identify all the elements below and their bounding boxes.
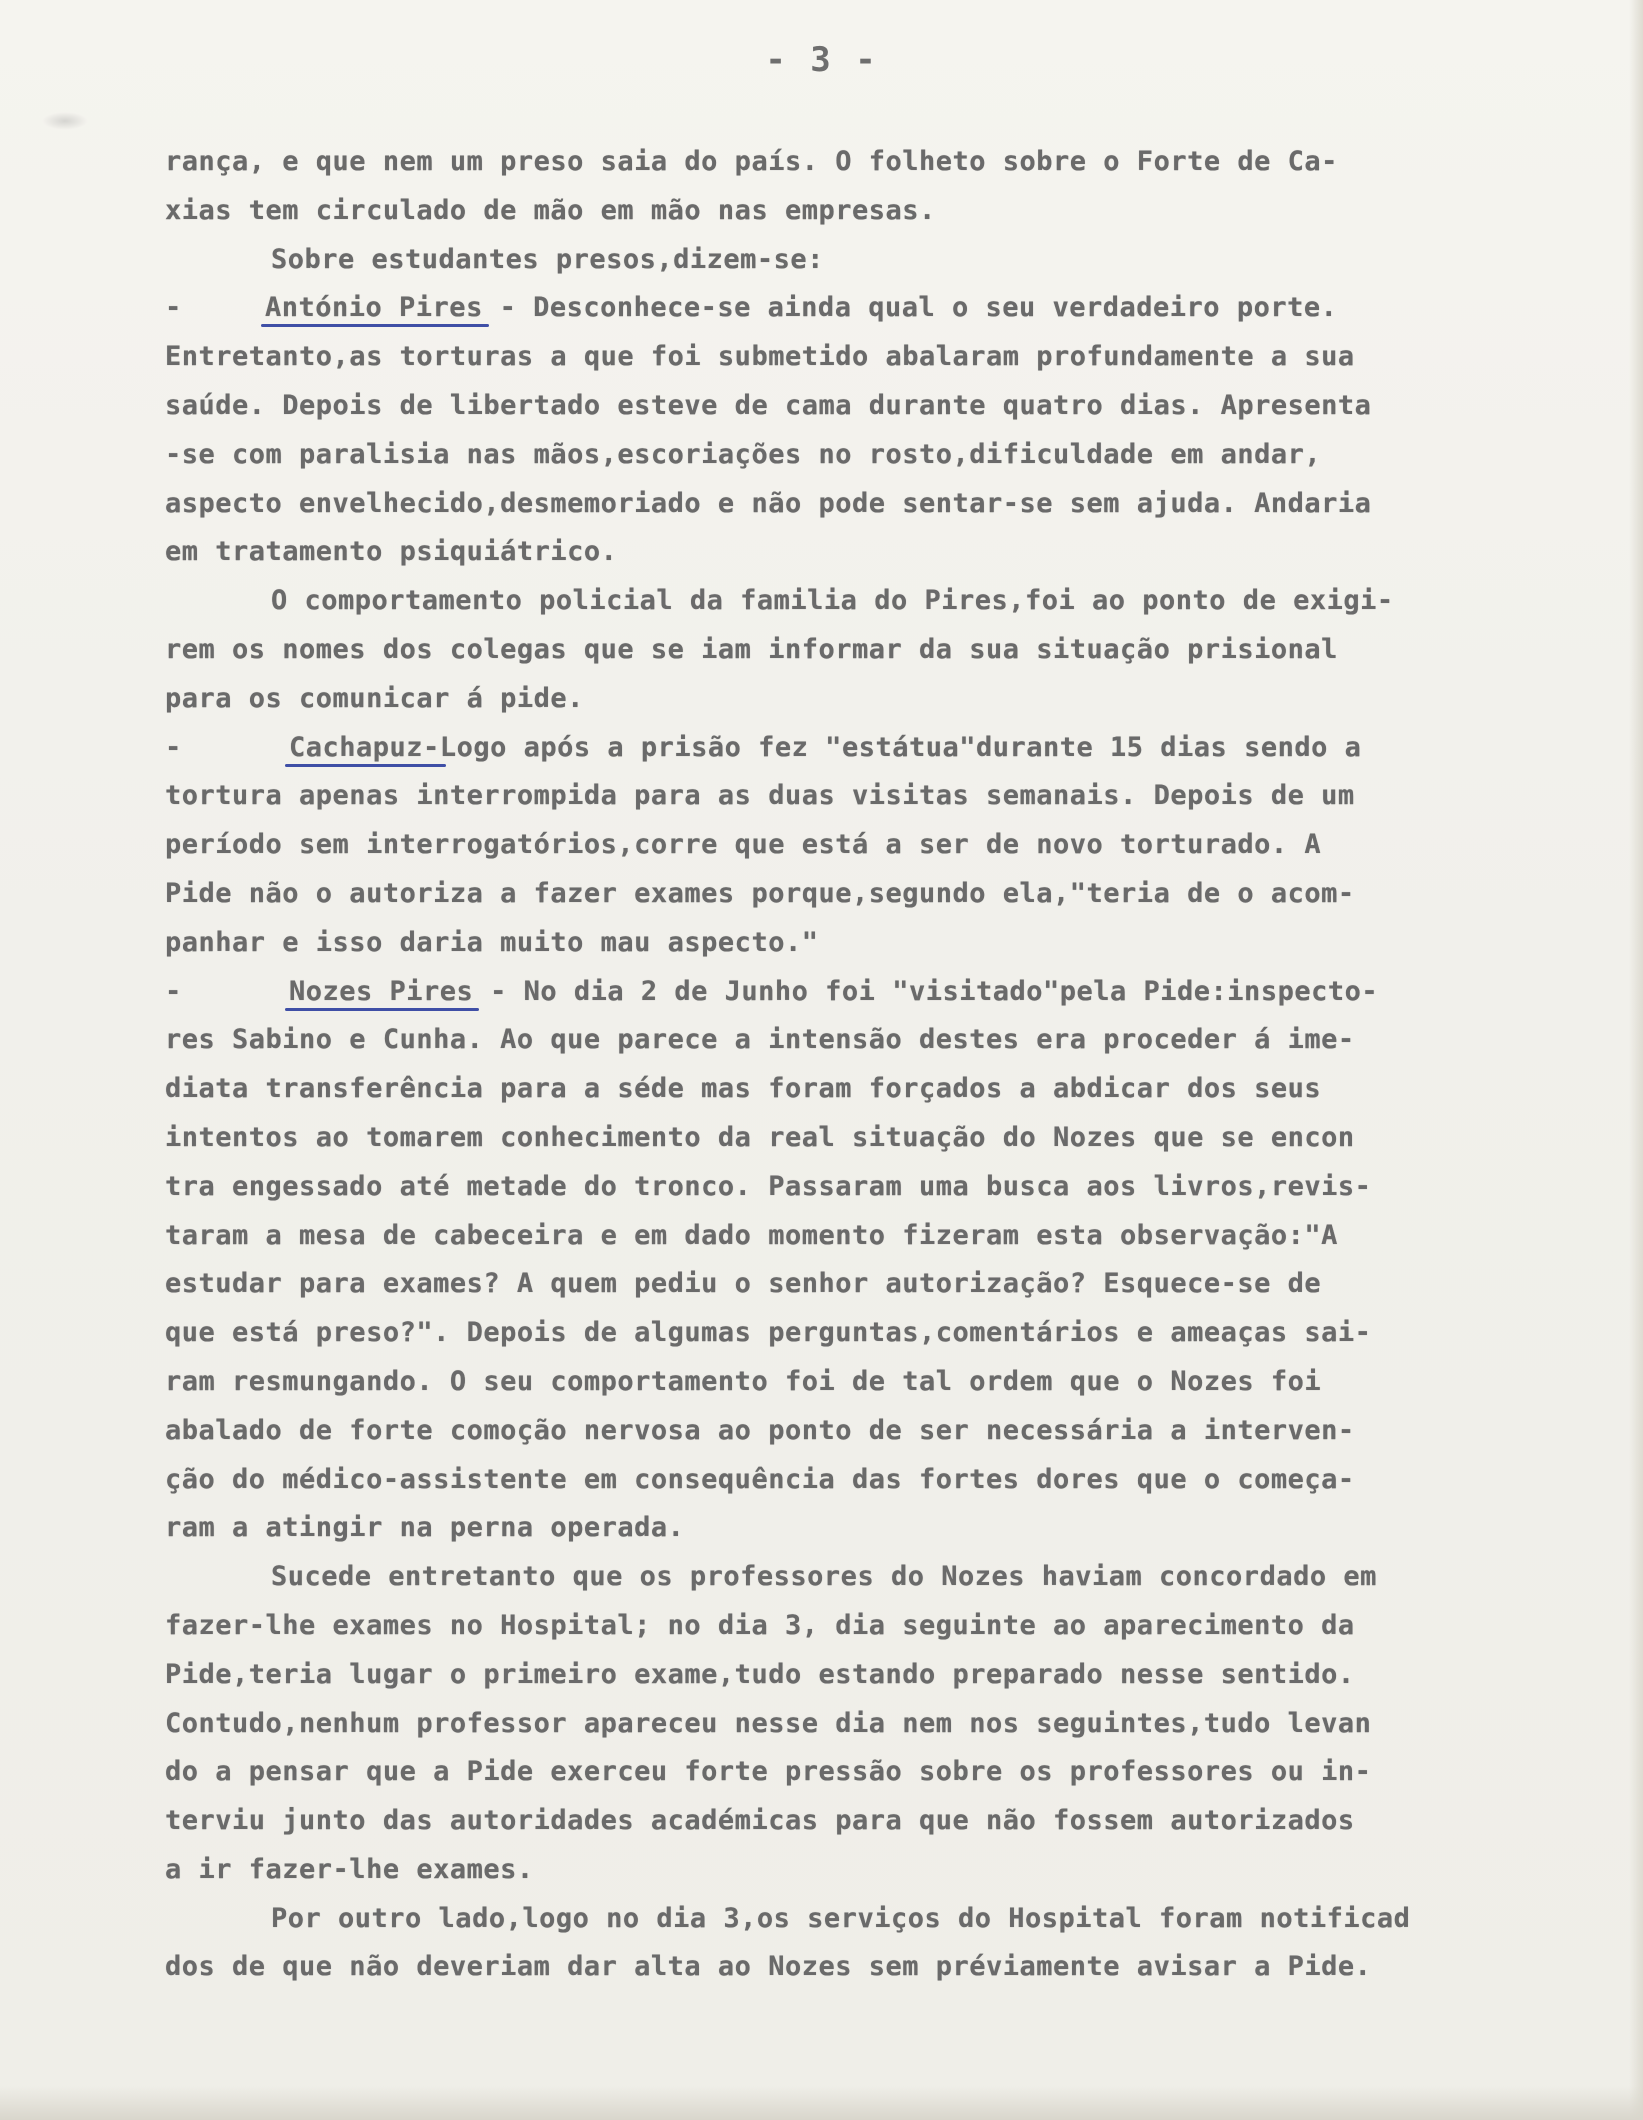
student-name-underlined: Nozes Pires — [289, 975, 474, 1007]
list-dash: - — [165, 975, 182, 1007]
text-line: estudar para exames? A quem pediu o senhor autorização? Esquece-se de — [165, 1268, 1322, 1300]
student-entry-line — [165, 724, 1625, 773]
text-line: fazer-lhe exames no Hospital; no dia 3, dia seguinte ao aparecimento da — [165, 1609, 1355, 1641]
text-line: Entretanto,as torturas a que foi submetido abalaram profundamente a sua — [165, 341, 1355, 373]
text-line: xias tem circulado de mão em mão nas empresas. — [165, 194, 936, 226]
text-line: que está preso?". Depois de algumas perguntas,comentários e ameaças sai- — [165, 1317, 1372, 1349]
paper-edge-shadow — [1629, 0, 1643, 2120]
text-line: panhar e isso daria muito mau aspecto." — [165, 926, 819, 958]
paper-bottom-shadow — [0, 2086, 1643, 2120]
text-line: Pide não o autoriza a fazer exames porque,segundo ela,"teria de o acom- — [165, 877, 1355, 909]
student-name-underlined: Cachapuz- — [289, 731, 440, 763]
text-line: Sobre estudantes presos,dizem-se: — [271, 243, 824, 275]
text-line: ram a atingir na perna operada. — [165, 1512, 685, 1544]
text-line: taram a mesa de cabeceira e em dado momento fizeram esta observação:"A — [165, 1219, 1338, 1251]
student-entry-line — [165, 968, 1625, 1017]
list-dash: - — [165, 731, 182, 763]
text-line: a ir fazer-lhe exames. — [165, 1853, 534, 1885]
entry-text: - Desconhece-se ainda qual o seu verdadeiro porte. — [482, 292, 1338, 324]
text-line: intentos ao tomarem conhecimento da real situação do Nozes que se encon — [165, 1121, 1355, 1153]
student-name-underlined: António Pires — [265, 292, 483, 324]
list-dash: - — [165, 292, 182, 324]
text-line: tortura apenas interrompida para as duas visitas semanais. Depois de um — [165, 780, 1355, 812]
text-line: -se com paralisia nas mãos,escoriações no rosto,dificuldade em andar, — [165, 438, 1322, 470]
text-line: terviu junto das autoridades académicas para que não fossem autorizados — [165, 1805, 1355, 1837]
page-number: - 3 - — [765, 40, 878, 80]
text-line: saúde. Depois de libertado esteve de cama durante quatro dias. Apresenta — [165, 389, 1372, 421]
text-line: abalado de forte comoção nervosa ao ponto de ser necessária a interven- — [165, 1414, 1355, 1446]
text-line: período sem interrogatórios,corre que está a ser de novo torturado. A — [165, 829, 1322, 861]
ink-smudge — [42, 112, 88, 130]
text-line: rança, e que nem um preso saia do país. O folheto sobre o Forte de Ca- — [165, 146, 1338, 177]
entry-text: Logo após a prisão fez "estátua"durante 15 dias sendo a — [439, 731, 1362, 763]
text-line: Por outro lado,logo no dia 3,os serviços do Hospital foram notificad — [271, 1902, 1411, 1934]
text-line: diata transferência para a séde mas foram forçados a abdicar dos seus — [165, 1073, 1322, 1105]
text-line: tra engessado até metade do tronco. Passaram uma busca aos livros,revis- — [165, 1170, 1372, 1202]
text-line: ram resmungando. O seu comportamento foi de tal ordem que o Nozes foi — [165, 1365, 1322, 1397]
text-line: res Sabino e Cunha. Ao que parece a intensão destes era proceder á ime- — [165, 1024, 1355, 1056]
student-entry-line — [165, 284, 1625, 333]
text-line: Contudo,nenhum professor apareceu nesse dia nem nos seguintes,tudo levan — [165, 1707, 1372, 1739]
text-line: ção do médico-assistente em consequência das fortes dores que o começa- — [165, 1463, 1355, 1495]
typewritten-body — [165, 138, 1625, 1992]
text-line: aspecto envelhecido,desmemoriado e não pode sentar-se sem ajuda. Andaria — [165, 487, 1372, 519]
text-line: em tratamento psiquiátrico. — [165, 536, 618, 568]
text-line: Sucede entretanto que os professores do Nozes haviam concordado em — [271, 1561, 1377, 1593]
entry-text: - No dia 2 de Junho foi "visitado"pela Pide:inspecto- — [473, 975, 1379, 1007]
text-line: O comportamento policial da familia do Pires,foi ao ponto de exigi- — [271, 585, 1394, 617]
text-line: para os comunicar á pide. — [165, 682, 584, 714]
text-line: rem os nomes dos colegas que se iam informar da sua situação prisional — [165, 633, 1338, 665]
text-line: Pide,teria lugar o primeiro exame,tudo estando preparado nesse sentido. — [165, 1658, 1355, 1690]
text-line: dos de que não deveriam dar alta ao Nozes sem préviamente avisar a Pide. — [165, 1951, 1372, 1983]
text-line: do a pensar que a Pide exerceu forte pressão sobre os professores ou in- — [165, 1756, 1372, 1788]
